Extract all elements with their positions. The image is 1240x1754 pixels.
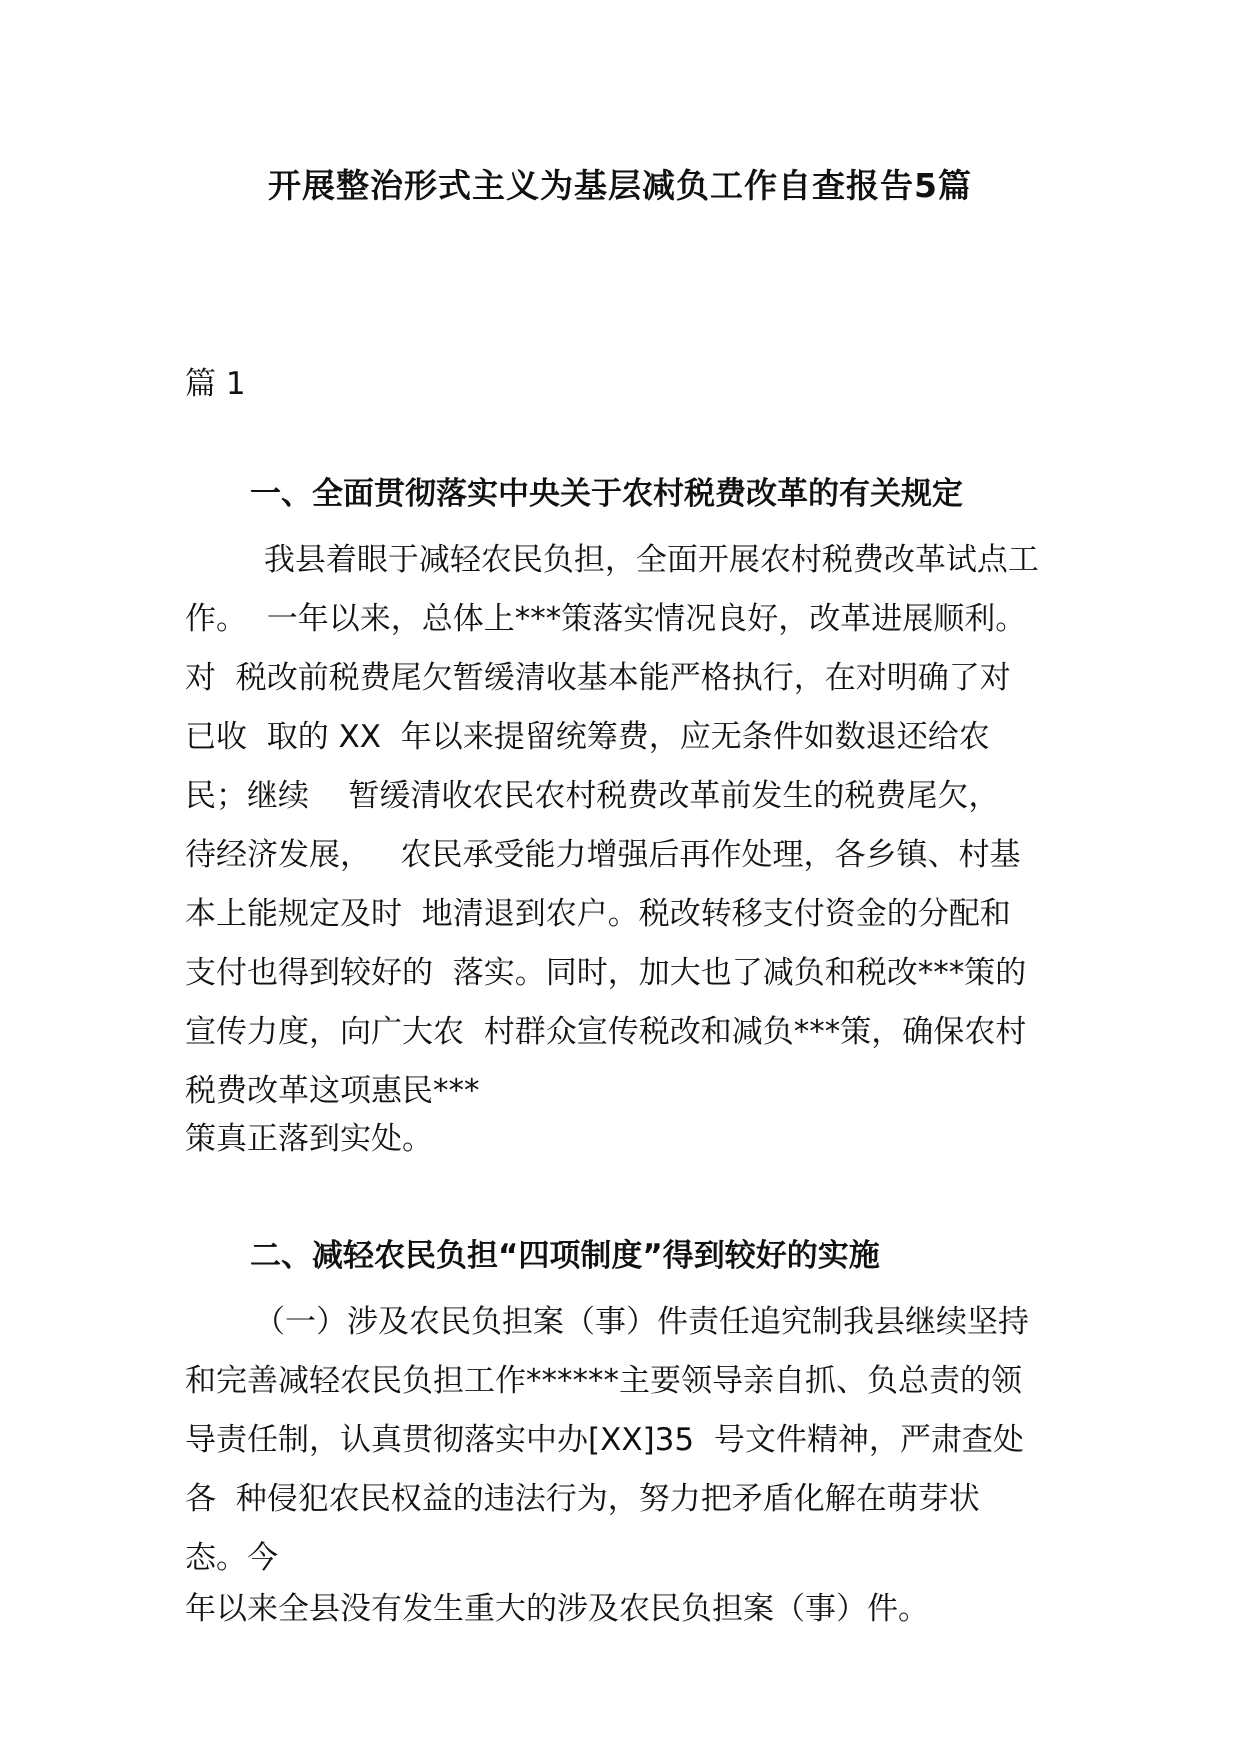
paragraph-line: 待经济发展， 农民承受能力增强后再作处理，各乡镇、村基 [185,837,1021,873]
paragraph-line: 态。今 [185,1540,278,1576]
paragraph-line: 年以来全县没有发生重大的涉及农民负担案（事）件。 [185,1591,929,1627]
section-2-paragraph [185,1293,1055,1588]
paragraph-line: 本上能规定及时 地清退到农户。税改转移支付资金的分配和 [185,896,1011,932]
paragraph-line: 民；继续 暂缓清收农民农村税费改革前发生的税费尾欠， [185,778,1000,814]
paragraph-line: 对 税改前税费尾欠暂缓清收基本能严格执行，在对明确了对 [185,660,1011,696]
paragraph-line: 各 种侵犯农民权益的违法行为，努力把矛盾化解在萌芽状 [185,1481,980,1517]
paragraph-line: 导责任制，认真贯彻落实中办[XX]35 号文件精神，严肃查处 [185,1422,1024,1458]
section-1-paragraph [185,531,1055,1121]
piece-label: 篇 1 [185,366,246,402]
paragraph-line: 作。 一年以来，总体上***策落实情况良好，改革进展顺利。 [185,601,1027,637]
paragraph-line: 我县着眼于减轻农民负担，全面开展农村税费改革试点工 [185,542,1039,578]
paragraph-line: 策真正落到实处。 [185,1121,433,1157]
paragraph-line: 宣传力度，向广大农 村群众宣传税改和减负***策，确保农村 [185,1014,1027,1050]
paragraph-line: 支付也得到较好的 落实。同时，加大也了减负和税改***策的 [185,955,1027,991]
paragraph-line: （一）涉及农民负担案（事）件责任追究制我县继续坚持 [185,1304,1029,1340]
paragraph-line: 税费改革这项惠民*** [185,1073,480,1109]
section-1-heading: 一、全面贯彻落实中央关于农村税费改革的有关规定 [250,476,963,512]
section-2-continuation [185,1580,1055,1639]
document-title: 开展整治形式主义为基层减负工作自查报告5篇 [268,166,972,205]
paragraph-line: 已收 取的 XX 年以来提留统筹费，应无条件如数退还给农 [185,719,990,755]
section-1-continuation [185,1110,1055,1169]
section-2-heading: 二、减轻农民负担“四项制度”得到较好的实施 [250,1238,880,1274]
paragraph-line: 和完善减轻农民负担工作******主要领导亲自抓、负总责的领 [185,1363,1022,1399]
